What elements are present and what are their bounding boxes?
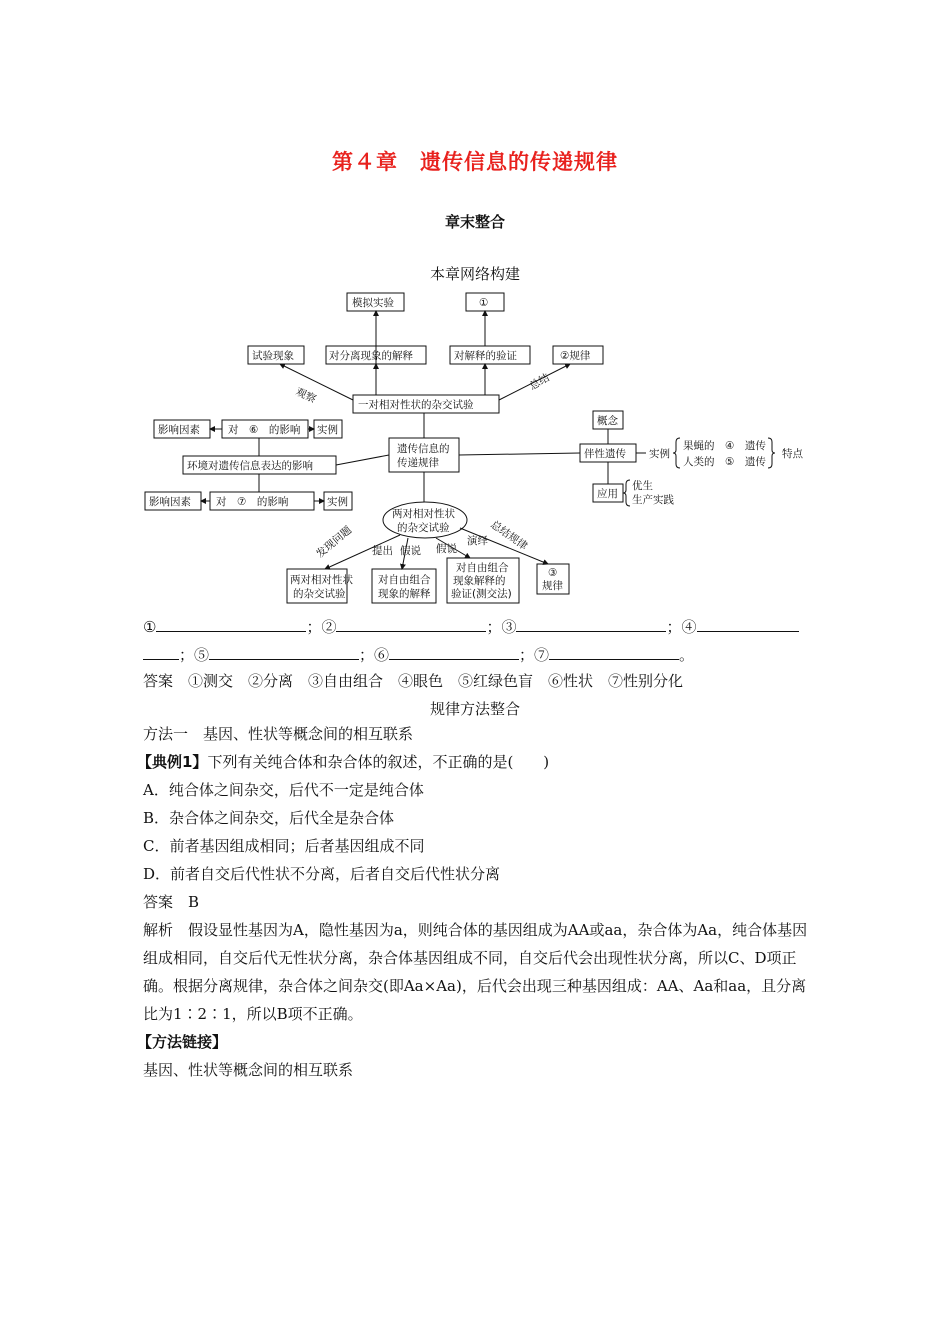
blank-row-1: ① ；② ；③ ；④ xyxy=(143,616,799,637)
blank-field-5[interactable] xyxy=(209,645,359,660)
node-effect7: 对 ⑦ 的影响 xyxy=(216,496,289,508)
node-apply: 应用 xyxy=(597,488,618,500)
label-hypothesis: 假说 xyxy=(400,545,421,557)
example-tag: 【典例1】 xyxy=(137,753,208,771)
blank-field-1[interactable] xyxy=(156,617,306,632)
analysis-text: 解析 假设显性基因为A，隐性基因为a，则纯合体的基因组成为AA或aa，杂合体为Aa，纯合体基因组成相同，自交后代无性状分离，杂合体基因组成不同，自交后代会出现性状分离，所以C、D项正确。根据分离规律，杂合体之间杂交(即Aa×Aa)，后代会出现三种基因组成：AA、Aa和aa，且分离比为1∶2∶1，所以B项不正确。 xyxy=(143,921,808,1023)
blank-field-2[interactable] xyxy=(336,617,486,632)
method-one: 方法一 基因、性状等概念间的相互联系 xyxy=(143,725,414,743)
b4-l2: 规律 xyxy=(542,580,563,592)
b3-l3: 验证(测交法) xyxy=(451,588,512,600)
center-line1: 遗传信息的 xyxy=(397,443,450,455)
blank-field-4b[interactable] xyxy=(143,645,179,660)
blank-field-4[interactable] xyxy=(697,617,799,632)
node-effect6: 对 ⑥ 的影响 xyxy=(228,424,301,436)
label-summarize: 总结 xyxy=(527,371,552,393)
option-c: C．前者基因组成相同；后者基因组成不同 xyxy=(143,837,425,855)
ellipse-line1: 两对相对性状 xyxy=(392,508,455,520)
example-answer: 答案 B xyxy=(143,893,200,911)
b1-l1: 两对相对性状 xyxy=(290,574,353,586)
node-sex-linked: 伴性遗传 xyxy=(584,448,626,460)
blank-field-3[interactable] xyxy=(516,617,666,632)
b3-l2: 现象解释的 xyxy=(453,575,506,587)
question-text: 下列有关纯合体和杂合体的叙述，不正确的是( ) xyxy=(207,753,550,771)
ellipse-line2: 的杂交试验 xyxy=(397,522,450,534)
node-concept: 概念 xyxy=(597,415,618,427)
method-link-text: 基因、性状等概念间的相互联系 xyxy=(143,1061,354,1079)
center-line2: 传递规律 xyxy=(397,457,439,469)
b2-l1: 对自由组合 xyxy=(378,574,431,586)
node-one-pair-cross: 一对相对性状的杂交试验 xyxy=(358,399,474,411)
option-d: D．前者自交后代性状不分离，后者自交后代性状分离 xyxy=(143,865,501,883)
b1-l2: 的杂交试验 xyxy=(293,588,346,600)
node-law2: ②规律 xyxy=(560,350,591,362)
blank-row-2: ；⑤ ；⑥ ；⑦ 。 xyxy=(143,644,694,665)
network-title: 本章网络构建 xyxy=(429,265,520,283)
node-feature: 特点 xyxy=(782,448,803,460)
node-verify: 对解释的验证 xyxy=(454,350,517,362)
label-sum-law: 总结规律 xyxy=(488,518,530,553)
blank-field-6[interactable] xyxy=(389,645,519,660)
option-b: B．杂合体之间杂交，后代全是杂合体 xyxy=(143,809,395,827)
node-fly: 果蝇的 ④ 遗传 xyxy=(683,440,766,452)
node-explain-segregation: 对分离现象的解释 xyxy=(329,350,413,362)
example-question xyxy=(137,748,807,776)
node-eugenics: 优生 xyxy=(632,480,653,492)
section-subtitle: 章末整合 xyxy=(444,213,505,231)
chapter-title: 第４章 遗传信息的传递规律 xyxy=(332,150,618,174)
concept-map xyxy=(140,288,820,608)
node-production: 生产实践 xyxy=(632,494,674,506)
label-find-problem: 发现问题 xyxy=(314,524,355,561)
node-factor2: 影响因素 xyxy=(149,496,191,508)
label-propose: 提出 xyxy=(372,545,393,557)
b3-l1: 对自由组合 xyxy=(456,562,509,574)
node-env-effect: 环境对遗传信息表达的影响 xyxy=(187,460,313,472)
node-example2: 实例 xyxy=(327,496,348,508)
label-observe: 观察 xyxy=(293,385,318,406)
method-link-title: 【方法链接】 xyxy=(137,1033,228,1051)
label-deduce: 演绎 xyxy=(467,535,488,547)
node-example3: 实例 xyxy=(649,448,670,460)
node-blank1: ① xyxy=(479,297,489,309)
node-mock-experiment: 模拟实验 xyxy=(352,297,394,309)
section-title: 规律方法整合 xyxy=(429,700,520,718)
blank-field-7[interactable] xyxy=(549,645,679,660)
b2-l2: 现象的解释 xyxy=(378,588,431,600)
option-a: A．纯合体之间杂交，后代不一定是纯合体 xyxy=(143,781,424,799)
node-factor1: 影响因素 xyxy=(158,424,200,436)
node-example1: 实例 xyxy=(317,424,338,436)
label-hyp2: 假说 xyxy=(436,543,457,555)
b4-l1: ③ xyxy=(548,567,558,579)
answer-line: 答案 ①测交 ②分离 ③自由组合 ④眼色 ⑤红绿色盲 ⑥性状 ⑦性别分化 xyxy=(143,672,684,690)
node-human: 人类的 ⑤ 遗传 xyxy=(683,456,766,468)
node-test-phenomenon: 试验现象 xyxy=(252,350,294,362)
